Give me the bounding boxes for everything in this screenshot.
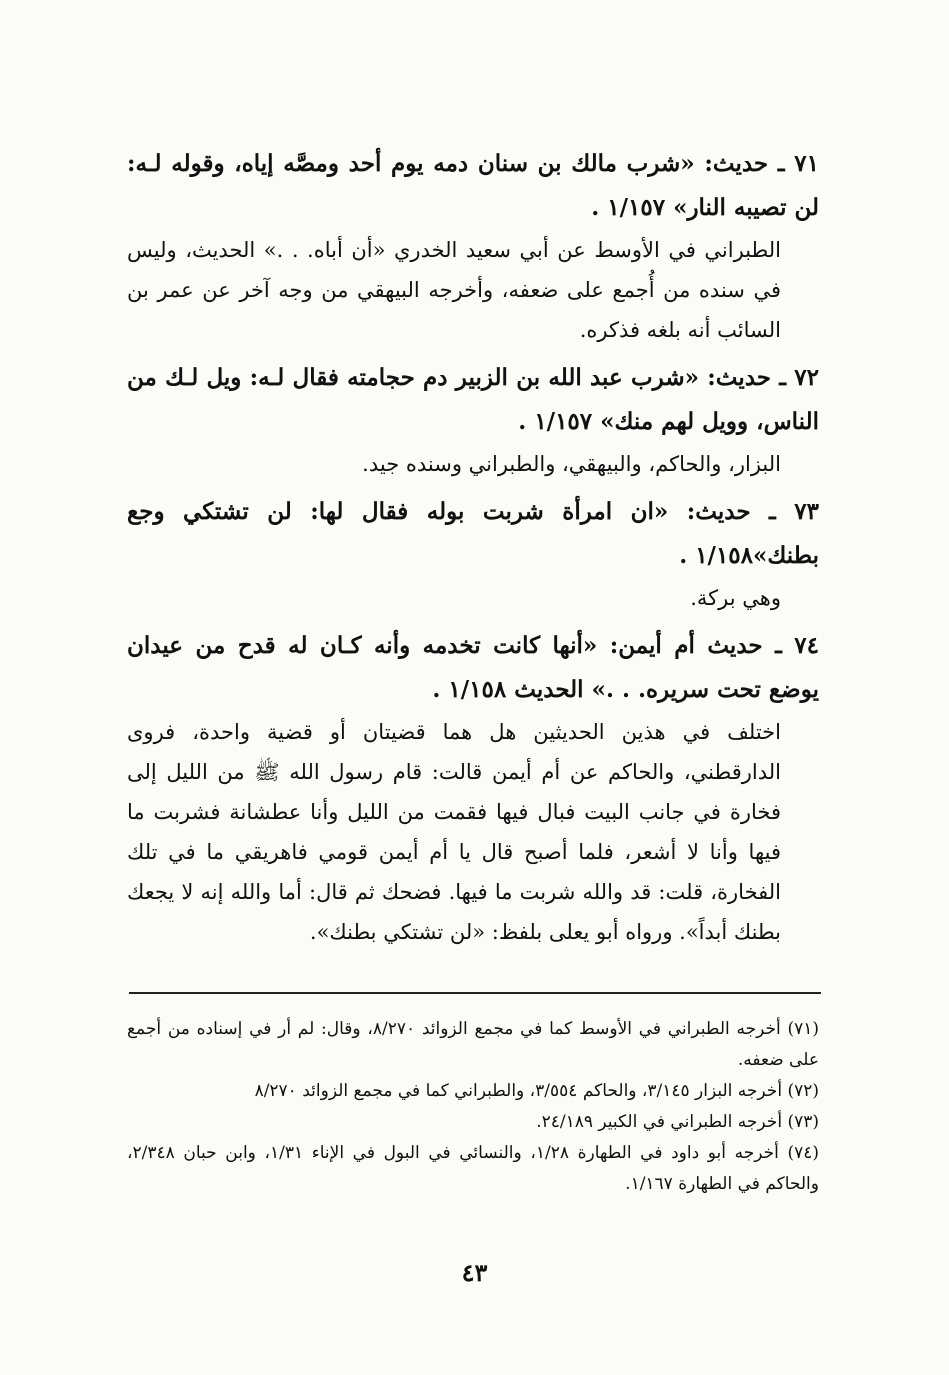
hadith-heading: ٧٣ ـ حديث: «ان امرأة شربت بوله فقال لها: لن تشتكي وجع بطنك»١/١٥٨ .: [127, 498, 819, 569]
hadith-commentary: البزار، والحاكم، والبيهقي، والطبراني وسنده جيد.: [362, 452, 781, 476]
hadith-entry-74: [127, 624, 819, 952]
hadith-commentary: اختلف في هذين الحديثين هل هما قضيتان أو قضية واحدة، فروى الدارقطني، والحاكم عن أم أيمن قالت: قام رسول الله ﷺ من الليل إلى فخارة في جانب البيت فبال فيها فقمت من الليل وأنا عطشانة فشربت ما فيها وأنا لا أشعر، فلما أصبح قال يا أم أيمن قومي فاهريقي ما في تلك الفخارة، قلت: قد والله شربت ما فيها. فضحك ثم قال: أما والله إنه لا يجعك بطنك أبداً». ورواه أبو يعلى بلفظ: «لن تشتكي بطنك».: [127, 720, 781, 944]
hadith-heading: ٧١ ـ حديث: «شرب مالك بن سنان دمه يوم أحد ومصَّه إياه، وقوله لـه: لن تصيبه النار» ١/١٥٧ .: [127, 150, 819, 221]
hadith-entry-71: [127, 142, 819, 350]
footnote-73: (٧٣) أخرجه الطبراني في الكبير ٢٤/١٨٩.: [536, 1112, 819, 1132]
hadith-commentary: وهي بركة.: [690, 586, 781, 610]
main-text: [127, 142, 819, 958]
hadith-entry-73: [127, 490, 819, 618]
footnote-divider: [129, 992, 821, 994]
page-number: ٤٣: [461, 1258, 488, 1287]
hadith-heading: ٧٤ ـ حديث أم أيمن: «أنها كانت تخدمه وأنه كـان له قدح من عيدان يوضع تحت سريره. . .» الحديث ١/١٥٨ .: [127, 632, 819, 703]
footnote-74: (٧٤) أخرجه أبو داود في الطهارة ١/٢٨، والنسائي في البول في الإناء ١/٣١، وابن حبان ٢/٣٤٨، والحاكم في الطهارة ١/١٦٧.: [127, 1143, 819, 1194]
hadith-heading: ٧٢ ـ حديث: «شرب عبد الله بن الزبير دم حجامته فقال لـه: ويل لـك من الناس، وويل لهم منك» ١/١٥٧ .: [127, 364, 819, 435]
footnotes: [127, 1014, 819, 1200]
footnote-71: (٧١) أخرجه الطبراني في الأوسط كما في مجمع الزوائد ٨/٢٧٠، وقال: لم أر في إسناده من أجمع على ضعفه.: [127, 1019, 819, 1070]
hadith-entry-72: [127, 356, 819, 484]
hadith-commentary: الطبراني في الأوسط عن أبي سعيد الخدري «أن أباه. . .» الحديث، وليس في سنده من أُجمع على ضعفه، وأخرجه البيهقي من وجه آخر عن عمر بن السائب أنه بلغه فذكره.: [127, 238, 781, 342]
footnote-72: (٧٢) أخرجه البزار ٣/١٤٥، والحاكم ٣/٥٥٤، والطبراني كما في مجمع الزوائد ٨/٢٧٠: [254, 1081, 819, 1101]
